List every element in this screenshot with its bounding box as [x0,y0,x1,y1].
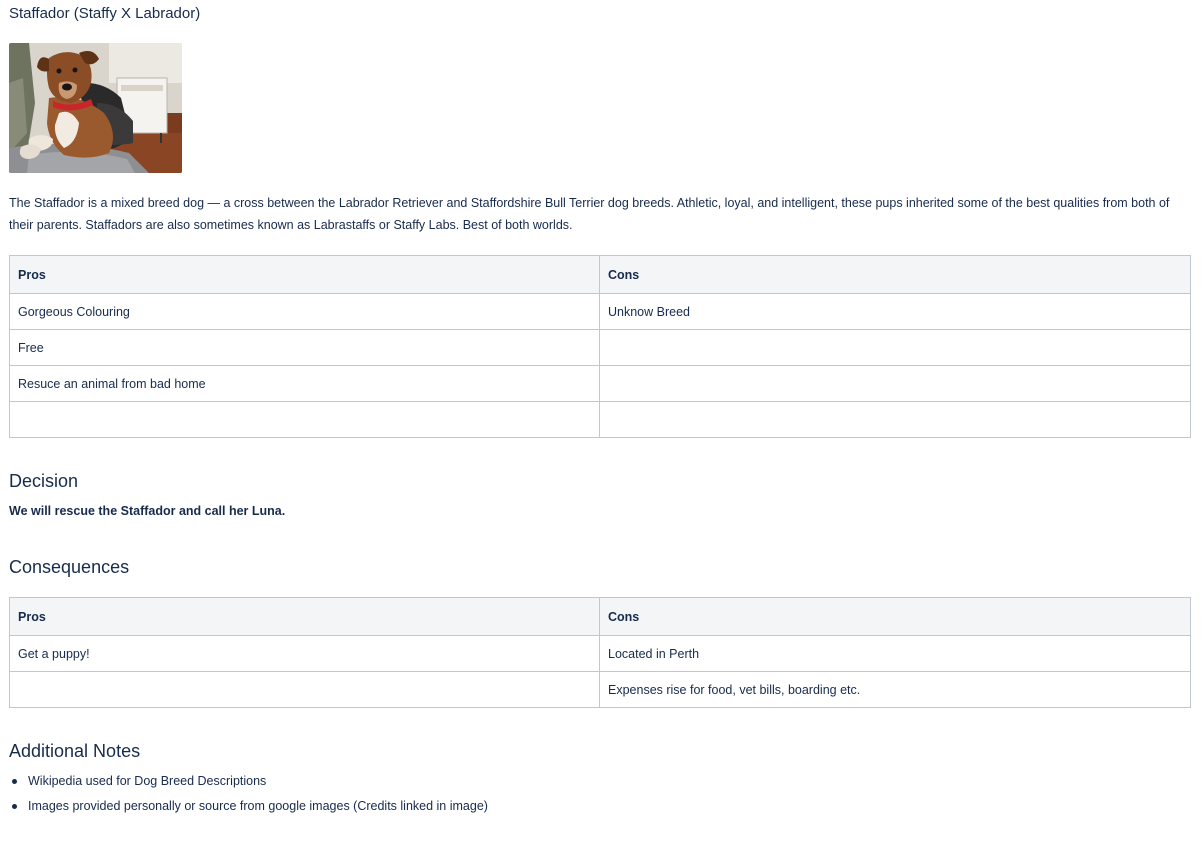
cons-cell[interactable] [600,402,1191,438]
dog-photo[interactable] [9,43,182,173]
breed-description: The Staffador is a mixed breed dog — a cross between the Labrador Retriever and Staffordshire Bull Terrier dog breeds. Athletic, loyal, and intelligent, these pups inherited some of the best qualities from both of their parents. Staffadors are also sometimes known as Labrastaffs or Staffy Labs. Best of both worlds. [9,196,1170,232]
decision-statement: We will rescue the Staffador and call her Luna. [9,504,286,518]
table-row [10,672,1191,708]
table-row [10,294,1191,330]
list-item: Wikipedia used for Dog Breed Descriptions [28,770,488,795]
decision-heading: Decision [9,471,79,491]
pros-cell[interactable] [10,402,600,438]
pros-cons-table [9,255,1191,438]
pros-cell[interactable]: Gorgeous Colouring [10,294,600,330]
cons-cell[interactable] [600,366,1191,402]
pros-column-header: Pros [10,598,600,636]
pros-column-header: Pros [10,256,600,294]
list-item: Images provided personally or source from google images (Credits linked in image) [28,795,488,820]
cons-cell[interactable]: Expenses rise for food, vet bills, boarding etc. [600,672,1191,708]
pros-cell[interactable]: Get a puppy! [10,636,600,672]
pros-cell[interactable]: Free [10,330,600,366]
pros-cell[interactable]: Resuce an animal from bad home [10,366,600,402]
consequences-heading: Consequences [9,557,130,577]
table-row [10,636,1191,672]
consequences-table [9,597,1191,708]
notes-list [9,770,488,820]
cons-cell[interactable]: Unknow Breed [600,294,1191,330]
table-row [10,402,1191,438]
pros-cell[interactable] [10,672,600,708]
table-header-row [10,598,1191,636]
cons-cell[interactable] [600,330,1191,366]
table-header-row [10,256,1191,294]
cons-column-header: Cons [600,598,1191,636]
breed-subtitle: Staffador (Staffy X Labrador) [9,5,201,22]
table-row [10,330,1191,366]
cons-cell[interactable]: Located in Perth [600,636,1191,672]
cons-column-header: Cons [600,256,1191,294]
table-row [10,366,1191,402]
additional-notes-heading: Additional Notes [9,741,141,761]
